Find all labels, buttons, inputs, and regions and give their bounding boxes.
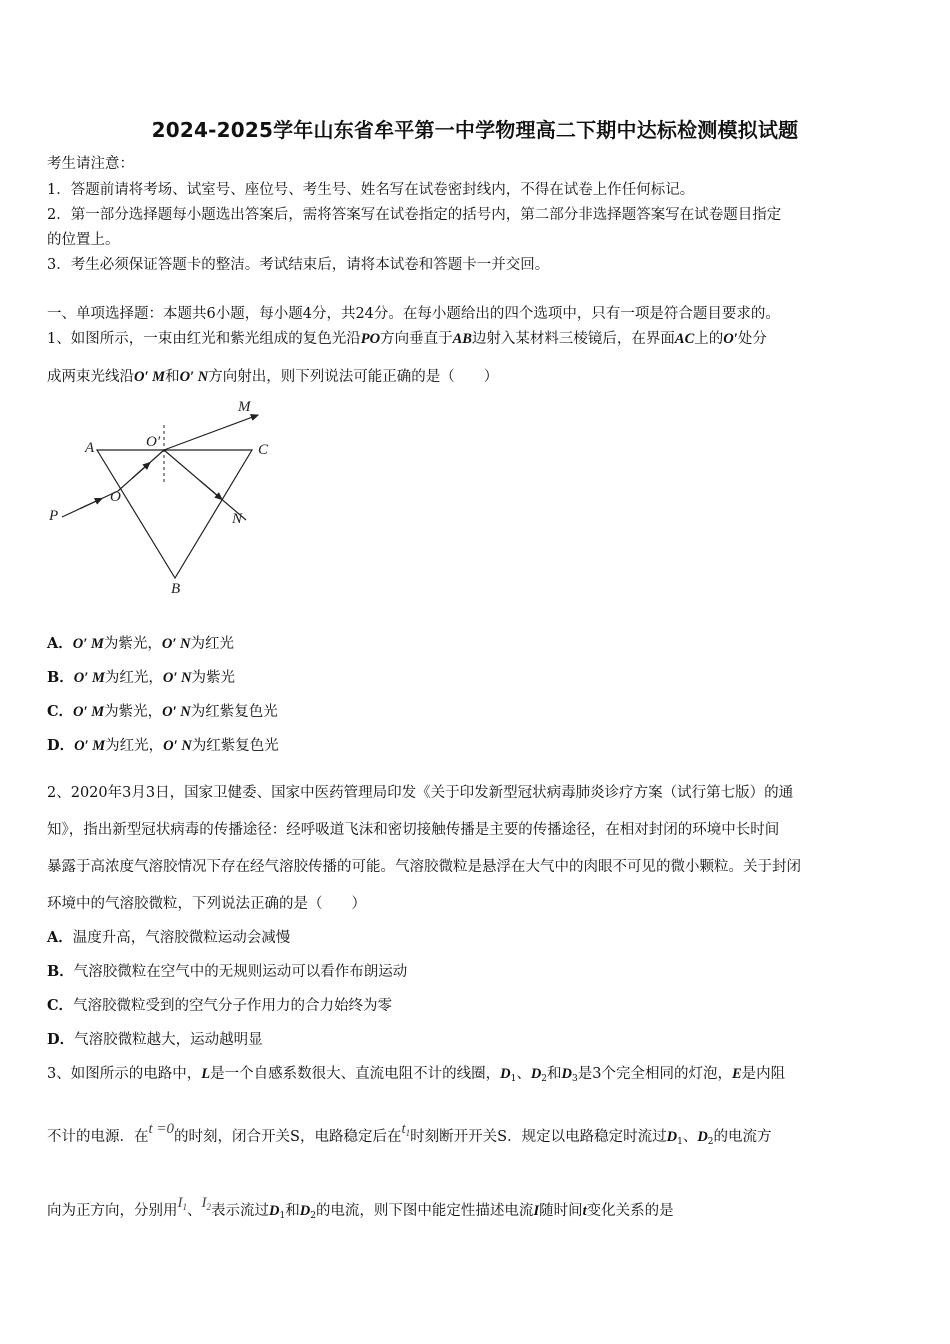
q1-option-c[interactable]: C．O′ M为紫光，O′ N为红紫复色光 (47, 703, 278, 720)
ray-PO-arrow (80, 498, 102, 508)
label-P: P (49, 508, 59, 524)
q1-option-d[interactable]: D．O′ M为红光，O′ N为红紫复色光 (47, 737, 279, 754)
notice-item: 2．第一部分选择题每小题选出答案后，需将答案写在试卷指定的括号内，第二部分非选择题答案写在试卷题目指定 (47, 207, 782, 223)
q3-stem-line2: 不计的电源．在t =0的时刻，闭合开关S，电路稳定后在$t_1$时刻断开开关S．规定以电路稳定时流过$D_1$、$D_2$的电流方 (47, 1121, 772, 1147)
q2-option-d[interactable]: D．气溶胶微粒越大，运动越明显 (47, 1031, 263, 1048)
q1-option-b[interactable]: B．O′ M为红光，O′ N为紫光 (47, 669, 235, 686)
notice-item: 3．考生必须保证答题卡的整洁。考试结束后，请将本试卷和答题卡一并交回。 (47, 257, 550, 273)
q2-option-c[interactable]: C．气溶胶微粒受到的空气分子作用力的合力始终为零 (47, 997, 393, 1014)
q2-stem-line: 知》，指出新型冠状病毒的传播途径：经呼吸道飞沫和密切接触传播是主要的传播途径，在相对封闭的环境中长时间 (47, 822, 780, 838)
notice-item: 1．答题前请将考场、试室号、座位号、考生号、姓名写在试卷密封线内，不得在试卷上作任何标记。 (47, 182, 695, 198)
prism-triangle (97, 450, 252, 578)
q3-stem-line1: 3、如图所示的电路中，L是一个自感系数很大、直流电阻不计的线圈，$D_1$、$D_2$和$D_3$是3个完全相同的灯泡，E是内阻 (47, 1066, 786, 1084)
q1-stem-line2: 成两束光线沿O′ M和O′ N方向射出，则下列说法可能正确的是（ ） (47, 369, 499, 385)
q2-option-a[interactable]: A．温度升高，气溶胶微粒运动会减慢 (47, 929, 291, 946)
notice-item: 的位置上。 (47, 232, 120, 248)
q2-stem-line: 2、2020年3月3日，国家卫健委、国家中医药管理局印发《关于印发新型冠状病毒肺炎诊疗方案（试行第七版）的通 (47, 785, 794, 801)
prism-diagram (40, 395, 280, 600)
q3-stem-line3: 向为正方向，分别用$I_1$、$I_2$表示流过$D_1$和$D_2$的电流，则下图中能定性描述电流I随时间t变化关系的是 (47, 1195, 674, 1221)
ray-ON-arrow (200, 481, 222, 500)
notice-heading: 考生请注意： (47, 156, 134, 172)
ray-OM (164, 415, 258, 450)
label-M: M (238, 399, 251, 415)
label-N: N (232, 511, 243, 527)
section-heading: 一、单项选择题：本题共6小题，每小题4分，共24分。在每小题给出的四个选项中，只有一项是符合题目要求的。 (47, 306, 780, 322)
q1-option-a[interactable]: A．O′ M为紫光，O′ N为红光 (47, 635, 234, 652)
q2-option-b[interactable]: B．气溶胶微粒在空气中的无规则运动可以看作布朗运动 (47, 963, 408, 980)
label-O: O (110, 489, 121, 505)
label-A: A (85, 440, 95, 456)
q2-stem-line: 暴露于高浓度气溶胶情况下存在经气溶胶传播的可能。气溶胶微粒是悬浮在大气中的肉眼不可见的微小颗粒。关于封闭 (47, 859, 801, 875)
label-C: C (258, 442, 269, 458)
ray-OO-arrow (132, 463, 150, 479)
label-Oprime: O′ (146, 434, 161, 450)
q1-stem-line1: 1、如图所示，一束由红光和紫光组成的复色光沿PO方向垂直于AB边射入某材料三棱镜后，在界面AC上的O′处分 (47, 331, 767, 347)
label-B: B (171, 581, 181, 597)
page-title: 2024-2025学年山东省牟平第一中学物理高二下期中达标检测模拟试题 (151, 118, 799, 142)
q2-stem-line: 环境中的气溶胶微粒，下列说法正确的是（ ） (47, 896, 366, 912)
